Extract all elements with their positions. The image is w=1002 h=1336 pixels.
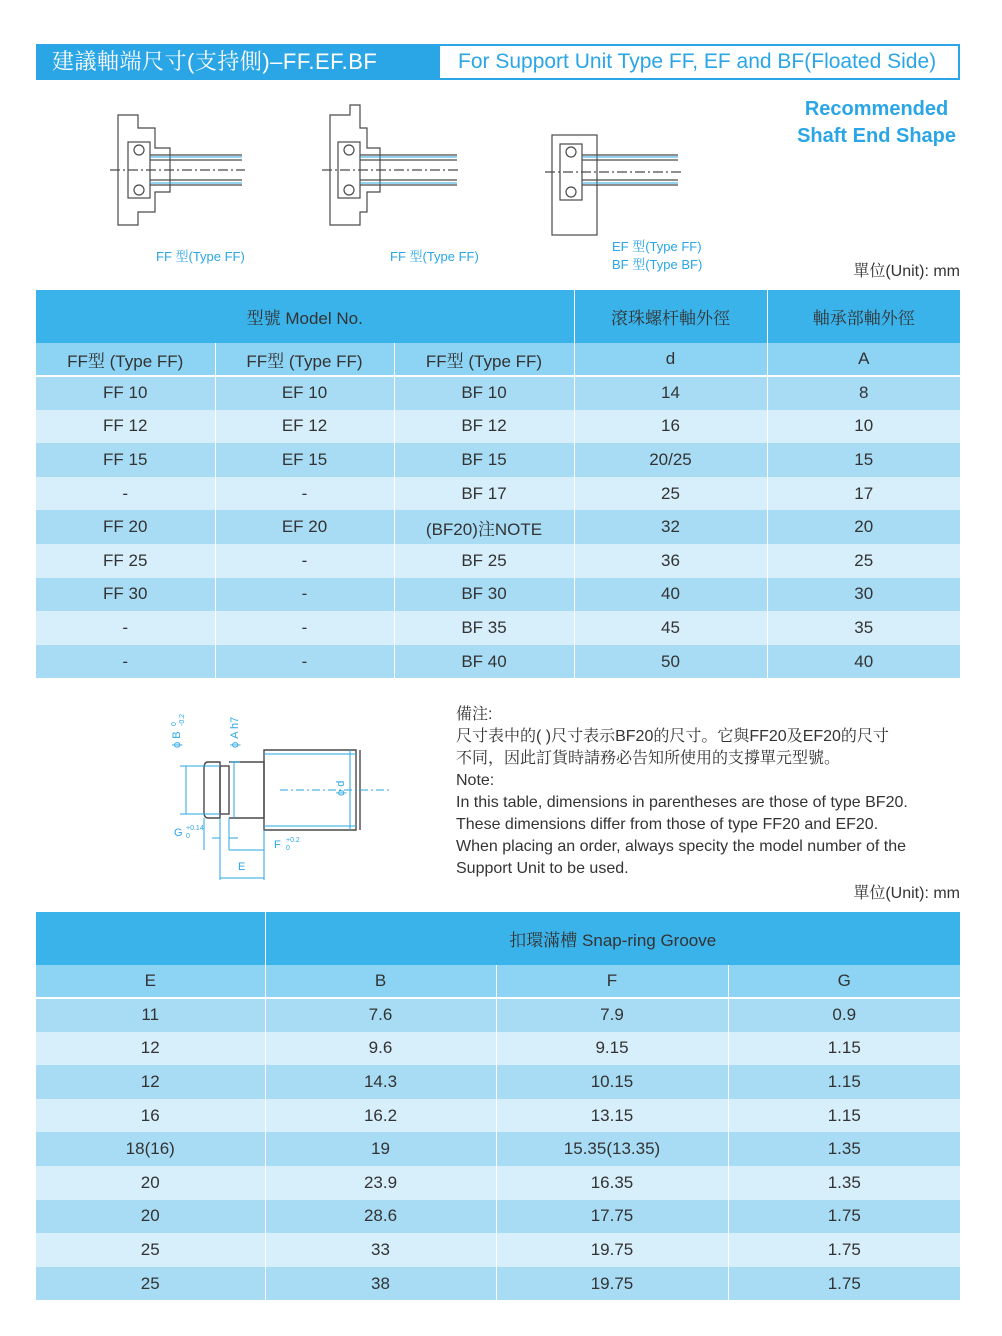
table-cell: BF 12 xyxy=(394,410,574,444)
table-cell: - xyxy=(215,477,394,511)
table-row xyxy=(36,1166,960,1200)
col-e-header: E xyxy=(36,965,265,998)
table-cell: BF 35 xyxy=(394,611,574,645)
table-row xyxy=(36,998,960,1032)
caption-ef-bf: EF 型(Type FF) BF 型(Type BF) xyxy=(612,239,703,272)
table-cell: 12 xyxy=(36,1032,265,1066)
table-cell: BF 17 xyxy=(394,477,574,511)
table-cell: - xyxy=(215,611,394,645)
table-cell: 17 xyxy=(767,477,960,511)
dim-g-label: G xyxy=(174,827,183,839)
table-row xyxy=(36,1132,960,1166)
table-row xyxy=(36,477,960,511)
table-row xyxy=(36,1200,960,1234)
title-chinese: 建議軸端尺寸(支持側)–FF.EF.BF xyxy=(36,44,438,80)
table-cell: 25 xyxy=(574,477,767,511)
col-a-header: A xyxy=(767,343,960,376)
table-cell: BF 10 xyxy=(394,376,574,410)
shaft-end-drawing xyxy=(160,700,400,885)
svg-text:+0.14: +0.14 xyxy=(186,825,204,832)
title-english: For Support Unit Type FF, EF and BF(Floated Side) xyxy=(438,44,960,80)
dim-f-label: F xyxy=(274,839,281,851)
table-cell: EF 20 xyxy=(215,510,394,544)
note-block: 備注: 尺寸表中的( )尺寸表示BF20的尺寸。它與FF20及EF20的尺寸 不同，因此訂貨時請務必告知所使用的支撐單元型號。 Note: In this table, dimensions in parentheses are those of type BF20. These dimensions differ from those of type FF20 and EF20. When placing an order, always specity the model number of the Support Unit to be used. xyxy=(456,706,908,877)
dim-a-label: ϕ A h7 xyxy=(229,716,241,748)
table-cell: 1.15 xyxy=(728,1065,960,1099)
table-row xyxy=(36,510,960,544)
svg-text:0: 0 xyxy=(286,845,290,852)
table-cell: 19.75 xyxy=(496,1267,728,1301)
col-b-header: B xyxy=(265,965,496,998)
table-cell: 25 xyxy=(36,1233,265,1267)
table-row xyxy=(36,1065,960,1099)
table-cell: 10.15 xyxy=(496,1065,728,1099)
caption-ff-1: FF 型(Type FF) xyxy=(156,249,245,264)
table-cell: FF 20 xyxy=(36,510,215,544)
dim-b-label: ϕ B xyxy=(171,731,183,748)
table-cell: BF 25 xyxy=(394,544,574,578)
table-cell: 1.75 xyxy=(728,1200,960,1234)
table-cell: EF 15 xyxy=(215,443,394,477)
table-cell: 1.35 xyxy=(728,1132,960,1166)
table-cell: 13.15 xyxy=(496,1099,728,1133)
table-cell: 7.9 xyxy=(496,998,728,1032)
recommended-heading: Recommended Shaft End Shape xyxy=(797,98,956,147)
table-cell: 33 xyxy=(265,1233,496,1267)
svg-text:0: 0 xyxy=(186,833,190,840)
table-row xyxy=(36,1233,960,1267)
ball-screw-diameter-header: 滾珠螺杆軸外徑 xyxy=(574,290,767,343)
table-cell: 30 xyxy=(767,578,960,612)
table-cell: 0.9 xyxy=(728,998,960,1032)
table-cell: 11 xyxy=(36,998,265,1032)
table-cell: 20 xyxy=(36,1200,265,1234)
col-d-header: d xyxy=(574,343,767,376)
caption-ff-2: FF 型(Type FF) xyxy=(390,249,479,264)
table-cell: 9.15 xyxy=(496,1032,728,1066)
table-cell: 20 xyxy=(36,1166,265,1200)
snap-ring-group-header: 扣環滿槽 Snap-ring Groove xyxy=(265,912,960,965)
table-cell: 18(16) xyxy=(36,1132,265,1166)
table-cell: - xyxy=(36,477,215,511)
table-cell: - xyxy=(36,611,215,645)
support-unit-ff-drawing-2 xyxy=(322,105,460,225)
support-unit-drawings xyxy=(100,100,720,245)
table-cell: 1.35 xyxy=(728,1166,960,1200)
unit-label-2: 單位(Unit): mm xyxy=(853,885,960,902)
svg-text:0: 0 xyxy=(171,722,178,726)
table-cell: 45 xyxy=(574,611,767,645)
table-cell: 9.6 xyxy=(265,1032,496,1066)
support-unit-ef-bf-drawing xyxy=(545,135,682,235)
table-cell: 15.35(13.35) xyxy=(496,1132,728,1166)
table-row xyxy=(36,376,960,410)
table-row xyxy=(36,410,960,444)
dim-e-label: E xyxy=(238,861,246,873)
svg-text:+0.2: +0.2 xyxy=(286,837,300,844)
table-row xyxy=(36,1267,960,1301)
svg-text:-0.2: -0.2 xyxy=(179,713,186,726)
table-cell: 32 xyxy=(574,510,767,544)
table-row xyxy=(36,1099,960,1133)
table-row xyxy=(36,1032,960,1066)
table-cell: 25 xyxy=(767,544,960,578)
table-cell: 12 xyxy=(36,1065,265,1099)
support-unit-ff-drawing-1 xyxy=(110,115,245,225)
col-f-header: F xyxy=(496,965,728,998)
model-table xyxy=(36,290,960,678)
table-cell: - xyxy=(215,578,394,612)
unit-label-1: 單位(Unit): mm xyxy=(853,263,960,280)
col-ef-header: FF型 (Type FF) xyxy=(215,343,394,376)
table-cell: - xyxy=(215,544,394,578)
table-cell: EF 12 xyxy=(215,410,394,444)
snap-ring-table xyxy=(36,912,960,1300)
table-cell: 7.6 xyxy=(265,998,496,1032)
table-row xyxy=(36,578,960,612)
table-row xyxy=(36,611,960,645)
col-bf-header: FF型 (Type FF) xyxy=(394,343,574,376)
table-cell: 20 xyxy=(767,510,960,544)
table-cell: FF 30 xyxy=(36,578,215,612)
table-cell: (BF20)注NOTE xyxy=(394,510,574,544)
table-cell: 20/25 xyxy=(574,443,767,477)
col-g-header: G xyxy=(728,965,960,998)
table-cell: 16 xyxy=(36,1099,265,1133)
page-header xyxy=(36,44,960,80)
table-cell: BF 40 xyxy=(394,645,574,679)
table-cell: 19.75 xyxy=(496,1233,728,1267)
table-cell: 1.15 xyxy=(728,1032,960,1066)
table-cell: 8 xyxy=(767,376,960,410)
table-cell: 10 xyxy=(767,410,960,444)
table-cell: 35 xyxy=(767,611,960,645)
table-cell: 16.2 xyxy=(265,1099,496,1133)
table-cell: 16 xyxy=(574,410,767,444)
table-cell: FF 25 xyxy=(36,544,215,578)
table-cell: - xyxy=(36,645,215,679)
table-cell: 15 xyxy=(767,443,960,477)
table-cell: 17.75 xyxy=(496,1200,728,1234)
table-cell: 14 xyxy=(574,376,767,410)
table-cell: 40 xyxy=(574,578,767,612)
bearing-diameter-header: 軸承部軸外徑 xyxy=(767,290,960,343)
col-ff-header: FF型 (Type FF) xyxy=(36,343,215,376)
table-cell: 25 xyxy=(36,1267,265,1301)
table-cell: BF 30 xyxy=(394,578,574,612)
table-cell: 1.75 xyxy=(728,1233,960,1267)
table-cell: 28.6 xyxy=(265,1200,496,1234)
table-cell: 16.35 xyxy=(496,1166,728,1200)
dim-d-label: ϕ d xyxy=(335,780,347,796)
table-cell: 23.9 xyxy=(265,1166,496,1200)
model-group-header: 型號 Model No. xyxy=(36,290,574,343)
table-cell: FF 10 xyxy=(36,376,215,410)
table-cell: FF 15 xyxy=(36,443,215,477)
table-cell: - xyxy=(215,645,394,679)
table-cell: 40 xyxy=(767,645,960,679)
table-row xyxy=(36,645,960,679)
table-cell: EF 10 xyxy=(215,376,394,410)
table-row xyxy=(36,443,960,477)
table-row xyxy=(36,544,960,578)
table-cell: 19 xyxy=(265,1132,496,1166)
table-cell: 14.3 xyxy=(265,1065,496,1099)
table-cell: 50 xyxy=(574,645,767,679)
table-cell: 36 xyxy=(574,544,767,578)
table-cell: 1.15 xyxy=(728,1099,960,1133)
table-cell: 38 xyxy=(265,1267,496,1301)
table-cell: 1.75 xyxy=(728,1267,960,1301)
table-cell: BF 15 xyxy=(394,443,574,477)
table-cell: FF 12 xyxy=(36,410,215,444)
